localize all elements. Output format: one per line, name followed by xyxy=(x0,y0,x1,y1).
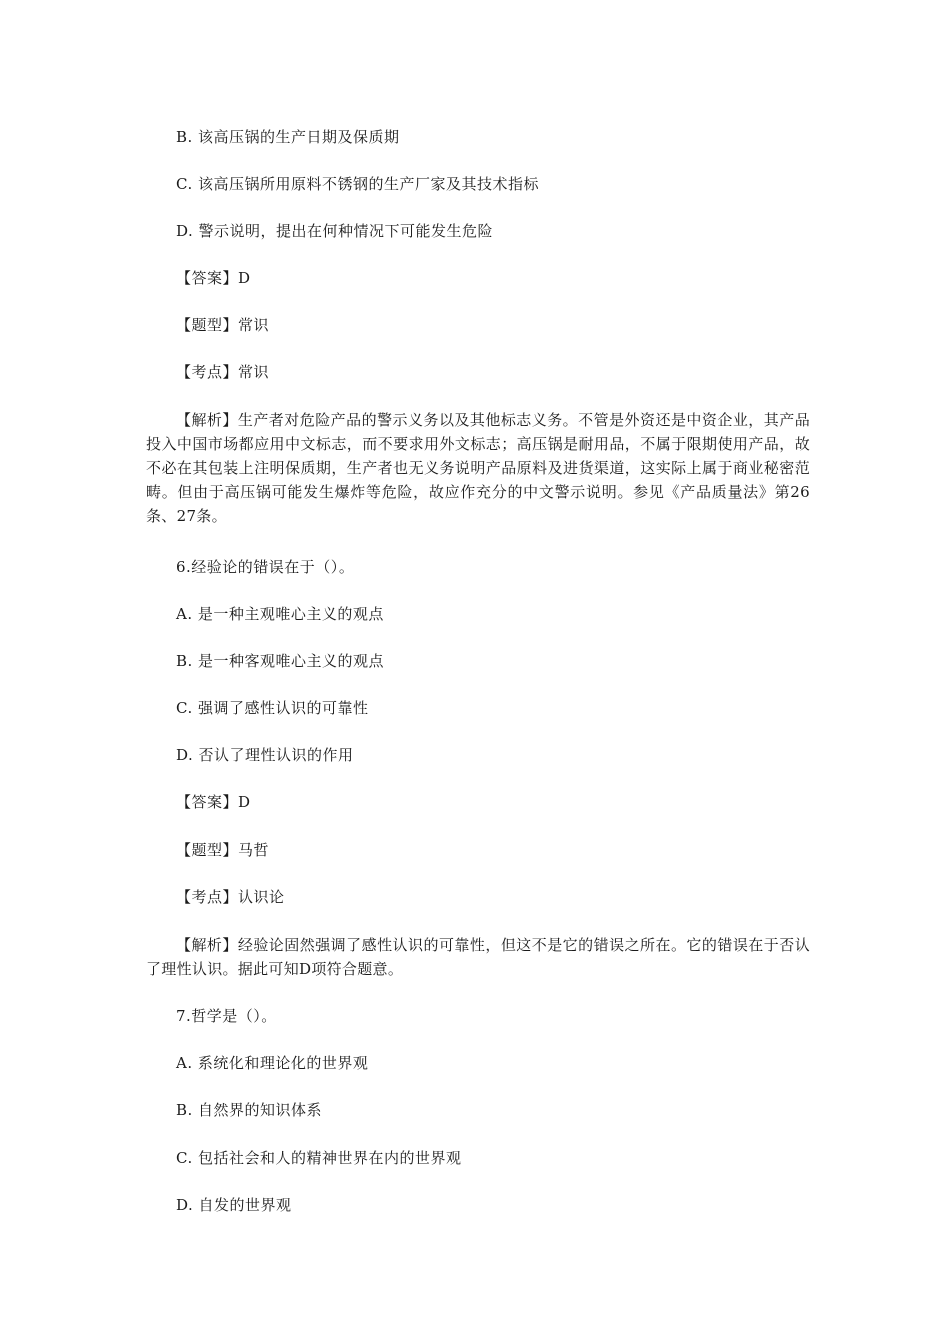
q6-option-d: D. 否认了理性认识的作用 xyxy=(176,746,354,764)
q5-type: 【题型】常识 xyxy=(176,316,270,334)
q5-option-b: B. 该高压锅的生产日期及保质期 xyxy=(176,128,400,146)
q5-answer: 【答案】D xyxy=(176,269,251,287)
q6-option-a: A. 是一种主观唯心主义的观点 xyxy=(176,605,384,623)
q5-point: 【考点】常识 xyxy=(176,363,270,381)
q6-question: 6.经验论的错误在于（）。 xyxy=(176,558,355,576)
q7-option-a: A. 系统化和理论化的世界观 xyxy=(176,1054,369,1072)
q6-analysis: 【解析】经验论固然强调了感性认识的可靠性，但这不是它的错误之所在。它的错误在于否认了理性认识。据此可知D项符合题意。 xyxy=(146,936,810,978)
q7-option-c: C. 包括社会和人的精神世界在内的世界观 xyxy=(176,1149,462,1167)
q6-point: 【考点】认识论 xyxy=(176,888,285,906)
q6-type: 【题型】马哲 xyxy=(176,841,270,859)
q7-option-d: D. 自发的世界观 xyxy=(176,1196,292,1214)
q6-option-c: C. 强调了感性认识的可靠性 xyxy=(176,699,369,717)
q6-option-b: B. 是一种客观唯心主义的观点 xyxy=(176,652,385,670)
q6-answer: 【答案】D xyxy=(176,793,251,811)
q5-option-c: C. 该高压锅所用原料不锈钢的生产厂家及其技术指标 xyxy=(176,175,539,193)
q5-option-d: D. 警示说明，提出在何种情况下可能发生危险 xyxy=(176,222,494,240)
q5-analysis: 【解析】生产者对危险产品的警示义务以及其他标志义务。不管是外资还是中资企业，其产品投入中国市场都应用中文标志，而不要求用外文标志；高压锅是耐用品，不属于限期使用产品，故不必在其包装上注明保质期，生产者也无义务说明产品原料及进货渠道，这实际上属于商业秘密范畴。但由于高压锅可能发生爆炸等危险，故应作充分的中文警示说明。参见《产品质量法》第26条、27条。 xyxy=(146,411,810,525)
q7-option-b: B. 自然界的知识体系 xyxy=(176,1101,323,1119)
q7-question: 7.哲学是（）。 xyxy=(176,1007,277,1025)
